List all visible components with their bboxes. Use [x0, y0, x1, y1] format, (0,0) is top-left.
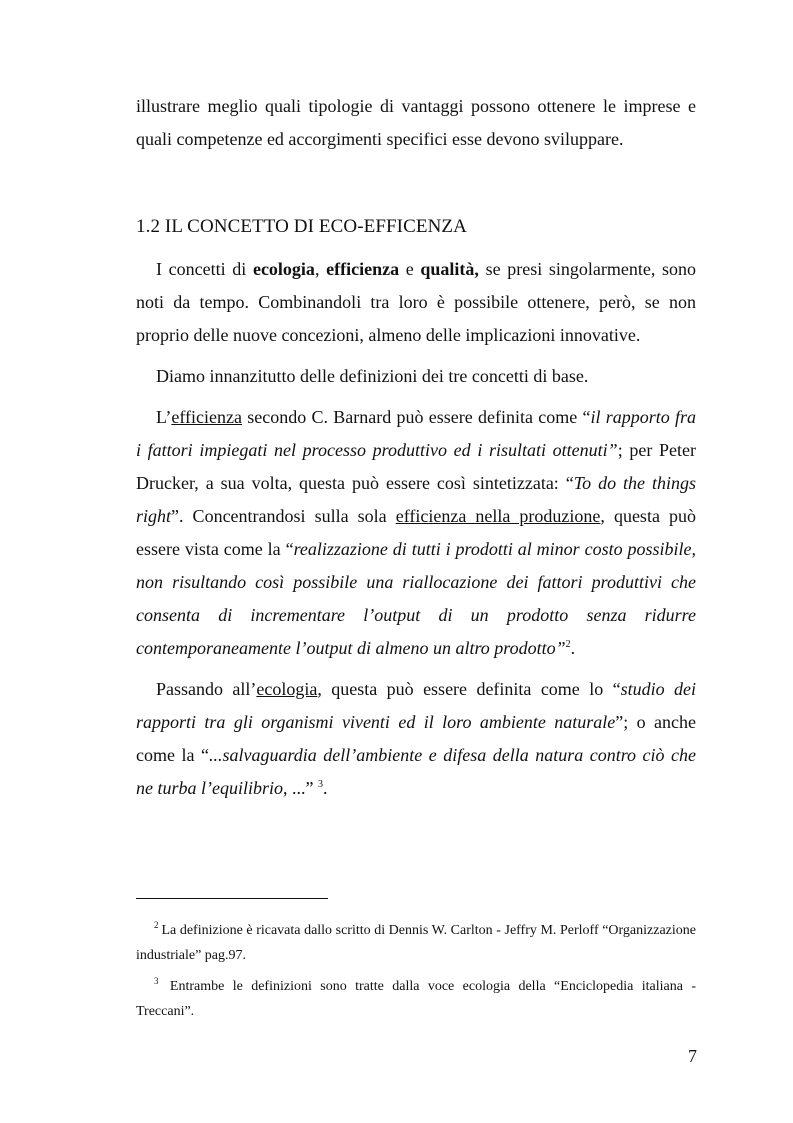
- intro-paragraph: illustrare meglio quali tipologie di vantaggi possono ottenere le imprese e quali competenze ed accorgimenti specifici esse devono sviluppare.: [136, 96, 696, 149]
- underlined-term-efficienza-produzione: efficienza nella produzione: [395, 506, 601, 526]
- paragraph-concepts: [136, 253, 696, 352]
- page-number: 7: [688, 1046, 697, 1066]
- footnotes: [136, 918, 696, 1030]
- footnote-number: 3: [154, 976, 159, 986]
- footnote-text: Entrambe le definizioni sono tratte dalla voce ecologia della “Enciclopedia italiana - Treccani”.: [136, 979, 696, 1019]
- text-run: secondo C. Barnard può essere definita come “: [241, 407, 591, 427]
- footnote-number: 2: [154, 920, 159, 930]
- bold-term-ecologia: ecologia: [252, 259, 315, 279]
- footnote-ref-2: 2: [565, 639, 571, 650]
- text-run: e: [399, 259, 421, 279]
- footnote-3: [136, 974, 696, 1024]
- section-heading: 1.2 IL CONCETTO DI ECO-EFFICENZA: [136, 216, 467, 237]
- paragraph-efficienza: [136, 401, 696, 665]
- text-run: se presi singolarmente, sono noti da tempo. Combinandoli tra loro è possibile ottenere, però, se non proprio delle nuove concezioni, almeno delle implicazioni innovative.: [136, 259, 697, 345]
- text-run: , ...”: [283, 778, 318, 798]
- underlined-term-ecologia: ecologia: [256, 679, 318, 699]
- italic-quote-barnard: il rapporto fra i fattori impiegati nel processo produttivo ed i risultati ottenuti”: [136, 407, 696, 460]
- text-run: Passando all’: [156, 679, 257, 699]
- paragraph-ecologia: [136, 673, 696, 805]
- text-run: I concetti di: [156, 259, 253, 279]
- footnote-separator: [136, 898, 328, 899]
- text-run: ”. Concentrandosi sulla sola: [171, 506, 396, 526]
- bold-term-efficienza: efficienza: [326, 259, 400, 279]
- text-run: ”; o anche come la “: [136, 712, 696, 765]
- intro-paragraph-block: [136, 90, 696, 164]
- text-run: , questa può essere definita come lo “: [317, 679, 621, 699]
- text-run: ; per Peter Drucker, a sua volta, questa può essere così sintetizzata: “: [136, 440, 697, 493]
- text-run: ,: [314, 259, 327, 279]
- body-text: [136, 253, 696, 813]
- bold-term-qualita: qualità,: [420, 259, 479, 279]
- italic-quote-realizzazione: realizzazione di tutti i prodotti al minor costo possibile, non risultando così possibile una riallocazione dei fattori produttivi che consenta di incrementare l’output di un prodotto senza ridurre contemporaneamente l’output di almeno un altro prodotto”: [136, 539, 696, 658]
- text-run: .: [323, 778, 328, 798]
- text-run: , questa può essere vista come la “: [136, 506, 696, 559]
- underlined-term-efficienza: efficienza: [171, 407, 242, 427]
- italic-quote-drucker: To do the things right: [136, 473, 697, 526]
- text-run: .: [570, 638, 576, 658]
- paragraph-definitions-intro: Diamo innanzitutto delle definizioni dei tre concetti di base.: [156, 366, 589, 386]
- text-run: L’: [156, 407, 172, 427]
- italic-quote-studio: studio dei rapporti tra gli organismi viventi ed il loro ambiente naturale: [136, 679, 697, 732]
- footnote-ref-3: 3: [318, 779, 323, 790]
- footnote-text: La definizione è ricavata dallo scritto di Dennis W. Carlton - Jeffry M. Perloff “Organizzazione industriale” pag.97.: [136, 923, 696, 963]
- footnote-2: [136, 918, 696, 968]
- italic-quote-salvaguardia: ...salvaguardia dell’ambiente e difesa della natura contro ciò che ne turba l’equilibrio: [136, 745, 696, 798]
